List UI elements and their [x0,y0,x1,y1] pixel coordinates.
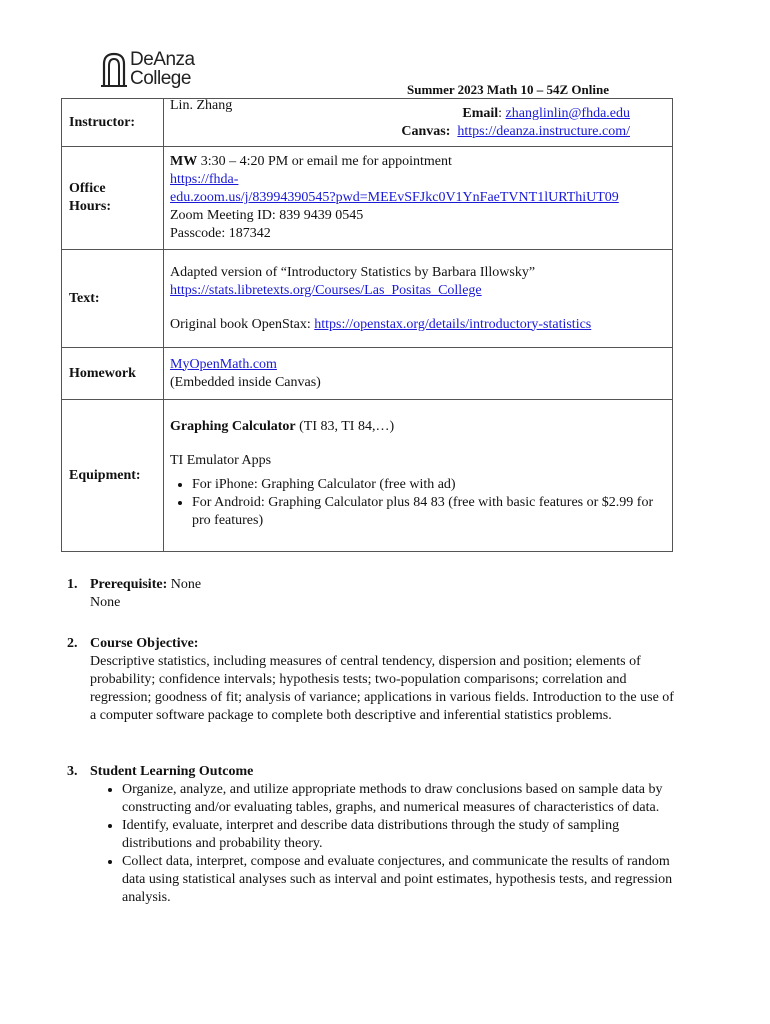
logo-word-deanza: DeAnza [130,49,195,70]
canvas-link[interactable]: https://deanza.instructure.com/ [457,123,630,139]
text-label: Text: [62,250,164,348]
instructor-cell [164,99,673,147]
outcome-title: Student Learning Outcome [90,764,254,779]
outcome-item: • Identify, evaluate, interpret and describe data distributions through the study of sampling distributions and probability theory. [122,817,677,853]
instructor-name: Lin. Zhang [170,97,233,113]
canvas-label: Canvas: [401,123,451,139]
email-label: Email [462,105,499,121]
homework-note: (Embedded inside Canvas) [170,374,321,390]
openstax-prefix: Original book OpenStax: [170,316,315,332]
course-objective-section [67,635,677,725]
outcome-list [67,781,677,907]
zoom-link-line1[interactable]: https://fhda- [170,172,239,187]
office-hours-row [62,147,673,250]
calculator-title: Graphing Calculator [170,418,296,434]
textbook-description: Adapted version of “Introductory Statistics by Barbara Illowsky” [170,264,536,280]
instructor-contact: Email: zhanglinlin@fhda.edu Canvas: https://deanza.instructure.com/ [401,105,630,139]
homework-row [62,348,673,400]
course-info-table [61,98,673,552]
objective-title: Course Objective: [90,636,199,651]
emulator-list [170,476,668,530]
zoom-passcode: Passcode: 187342 [170,226,271,241]
emulator-title: TI Emulator Apps [170,452,272,468]
college-logo-icon [100,50,128,88]
objective-number: 2. [67,636,78,651]
instructor-row [62,99,673,147]
emulator-item-iphone: • For iPhone: Graphing Calculator (free with ad) [192,476,668,494]
text-cell [164,250,673,348]
objective-body: Descriptive statistics, including measures of central tendency, dispersion and position; elements of probability; confidence intervals; hypothesis tests; two-population comparisons; correlation and regression; goodness of fit; analysis of variance; applications in various fields. Introduction to the use of a computer software package to complete both descriptive and inferential statistics problems. [90,654,674,723]
homework-label: Homework [62,348,164,400]
outcome-item: • Organize, analyze, and utilize appropriate methods to draw conclusions based on sample data by constructing and/or evaluating tables, graphs, and numerical measures of characteristics of data. [122,781,677,817]
text-row [62,250,673,348]
college-logo [100,50,200,92]
office-hours-cell [164,147,673,250]
prerequisite-inline: None [167,577,202,592]
office-hours-label-line2: Hours: [69,199,111,214]
office-time: 3:30 – 4:20 PM or email me for appointment [197,154,452,169]
myopenmath-link[interactable]: MyOpenMath.com [170,356,277,372]
office-hours-label [62,147,164,250]
prerequisite-body: None [90,595,121,610]
email-link[interactable]: zhanglinlin@fhda.edu [505,105,630,121]
openstax-link[interactable]: https://openstax.org/details/introductory-statistics [314,316,592,332]
office-hours-label-line1: Office [69,181,106,196]
instructor-label: Instructor: [62,99,164,147]
learning-outcome-section [67,763,677,907]
equipment-row [62,400,673,552]
zoom-meeting-id: Zoom Meeting ID: 839 9439 0545 [170,208,364,223]
prerequisite-number: 1. [67,577,78,592]
course-title: Summer 2023 Math 10 – 54Z Online [407,82,609,97]
office-days: MW [170,154,198,169]
zoom-link-line2[interactable]: edu.zoom.us/j/83994390545?pwd=MEEvSFJkc0V1YnFaeTVNT1lURThiUT09 [170,190,619,205]
homework-cell [164,348,673,400]
libretexts-link[interactable]: https://stats.libretexts.org/Courses/Las_Positas_College [170,282,482,298]
equipment-label: Equipment: [62,400,164,552]
calculator-models: (TI 83, TI 84,…) [295,418,395,434]
outcome-item: • Collect data, interpret, compose and evaluate conjectures, and communicate the results of random data using statistical analyses such as interval and point estimates, hypothesis tests, and regression analysis. [122,853,677,907]
equipment-cell [164,400,673,552]
prerequisite-section [67,576,677,612]
emulator-item-android: • For Android: Graphing Calculator plus 84 83 (free with basic features or $2.99 for pro features) [192,494,668,530]
outcome-number: 3. [67,764,78,779]
logo-word-college: College [130,68,191,89]
prerequisite-title: Prerequisite: [90,577,168,592]
